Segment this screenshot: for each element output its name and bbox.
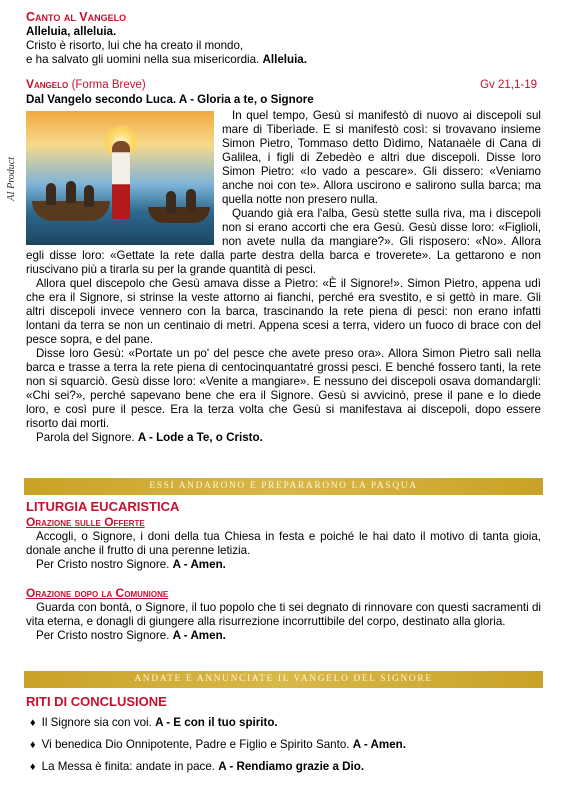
vangelo-heading — [26, 77, 146, 93]
image-credit: AI Product — [6, 157, 17, 201]
riti-item-response: A - E con il tuo spirito. — [155, 716, 278, 729]
illustration-boat-right — [148, 207, 210, 223]
riti-item-response: A - Rendiamo grazie a Dio. — [218, 760, 365, 773]
comunione-response: A - Amen. — [172, 629, 226, 642]
gospel-closing-text: Parola del Signore. — [36, 431, 135, 444]
missal-page — [6, 10, 541, 445]
gospel-paragraph: Quando già era l'alba, Gesù stette sulla riva, ma i discepoli non si erano accorti che era Gesù. Gesù disse loro: «Figlioli, non avete nulla da mangiare?». Gli risposero: «No». Allora egli disse loro: «Gettate la rete dalla parte destra della barca e troverete». La gettarono e non riuscivano più a tirarla su per la grande quantità di pesci. — [26, 207, 541, 276]
gospel-paragraph: Disse loro Gesù: «Portate un po' del pesce che avete preso ora». Allora Simon Pietro salì nella barca e trasse a terra la rete piena di centocinquantatré grossi pesci. E benché fossero tanti, la rete non si squarciò. Gesù disse loro: «Venite a mangiare». E nessuno dei discepoli osava domandargli: «Chi sei?», perché sapevano bene che era il Signore. Gesù si avvicinò, prese il pane e lo diede loro, e così pure il pesce. Era la terza volta che Gesù si manifestava ai discepoli, dopo essere risorto dai morti. — [26, 347, 541, 430]
offerte-text: Accogli, o Signore, i doni della tua Chiesa in festa e poiché le hai dato il motivo di tanta gioia, donale anche il frutto di una perenne letizia. — [26, 530, 541, 557]
illustration-disciple — [66, 181, 76, 203]
vangelo-reference: Gv 21,1-19 — [480, 79, 537, 91]
gospel-paragraph: Allora quel discepolo che Gesù amava disse a Pietro: «È il Signore!». Simon Pietro, appena udì che era il Signore, si strinse la veste attorno ai fianchi, perché era svestito, e si gettò in mare. Gli altri discepoli invece vennero con la barca, trascinando la rete piena di pesci: non erano infatti lontani da terra se non un centinaio di metri. Appena scesi a terra, videro un fuoco di brace con del pesce sopra, e del pane. — [26, 277, 541, 346]
illustration-disciple — [166, 191, 176, 213]
liturgia-section — [26, 499, 541, 643]
offerte-response: A - Amen. — [172, 558, 226, 571]
section-banner: ESSI ANDARONO E PREPARARONO LA PASQUA — [24, 478, 543, 495]
gospel-closing-response: A - Lode a Te, o Cristo. — [137, 431, 263, 444]
riti-item-response: A - Amen. — [352, 738, 406, 751]
riti-heading: RITI DI CONCLUSIONE — [26, 694, 167, 709]
riti-item — [30, 716, 541, 730]
canto-heading: Canto al Vangelo — [26, 10, 127, 24]
illustration-disciple — [84, 185, 94, 207]
illustration-jesus — [112, 141, 130, 219]
diamond-bullet-icon: ♦ — [30, 717, 36, 729]
illustration-disciple — [186, 189, 196, 211]
riti-item-text: Vi benedica Dio Onnipotente, Padre e Figlio e Spirito Santo. — [41, 738, 350, 751]
canto-line-2-end: Alleluia. — [262, 53, 307, 66]
diamond-bullet-icon: ♦ — [30, 761, 36, 773]
vangelo-section — [6, 77, 541, 445]
riti-item-text: Il Signore sia con voi. — [41, 716, 152, 729]
offerte-heading: Orazione sulle Offerte — [26, 515, 145, 529]
vangelo-intro: Dal Vangelo secondo Luca. A - Gloria a te, o Signore — [26, 93, 314, 106]
section-banner: ANDATE E ANNUNCIATE IL VANGELO DEL SIGNORE — [24, 671, 543, 688]
diamond-bullet-icon: ♦ — [30, 739, 36, 751]
vangelo-heading-row — [26, 77, 541, 93]
riti-item — [30, 738, 541, 752]
riti-item — [30, 760, 541, 774]
illustration-disciple — [46, 183, 56, 205]
offerte-closing-text: Per Cristo nostro Signore. — [36, 558, 170, 571]
gospel-illustration — [26, 111, 214, 245]
canto-line-2-text: e ha salvato gli uomini nella sua misericordia. — [26, 53, 260, 66]
comunione-text: Guarda con bontà, o Signore, il tuo popolo che ti sei degnato di rinnovare con questi sacramenti di vita eterna, e donagli di giungere alla risurrezione incorruttibile del corpo, destinato alla gloria. — [26, 601, 541, 628]
canto-alleluia: Alleluia, alleluia. — [26, 25, 117, 38]
canto-line-1: Cristo è risorto, lui che ha creato il mondo, — [26, 39, 244, 52]
gospel-paragraph: In quel tempo, Gesù si manifestò di nuovo ai discepoli sul mare di Tiberìade. E si manifestò così: si trovavano insieme Simon Pietro, Tommaso detto Dìdimo, Natanaèle di Cana di Galilea, i figli di Zebedèo e altri due discepoli. Disse loro Simon Pietro: «Io vado a pescare». Gli dissero: «Veniamo anche noi con te». Allora uscirono e salirono sulla barca; ma quella notte non presero nulla. — [222, 109, 541, 206]
gospel-closing — [26, 431, 541, 445]
riti-item-text: La Messa è finita: andate in pace. — [41, 760, 215, 773]
offerte-closing — [26, 558, 541, 572]
vangelo-label: Vangelo — [26, 77, 69, 91]
comunione-closing-text: Per Cristo nostro Signore. — [36, 629, 170, 642]
canto-section — [26, 10, 541, 67]
canto-line-2 — [26, 53, 541, 67]
comunione-heading: Orazione dopo la Comunione — [26, 586, 169, 600]
gospel-body — [6, 109, 541, 445]
riti-section — [26, 694, 541, 782]
comunione-closing — [26, 629, 541, 643]
vangelo-form: (Forma Breve) — [71, 79, 146, 91]
liturgia-heading: LITURGIA EUCARISTICA — [26, 499, 180, 514]
illustration-boat-left — [32, 201, 110, 221]
